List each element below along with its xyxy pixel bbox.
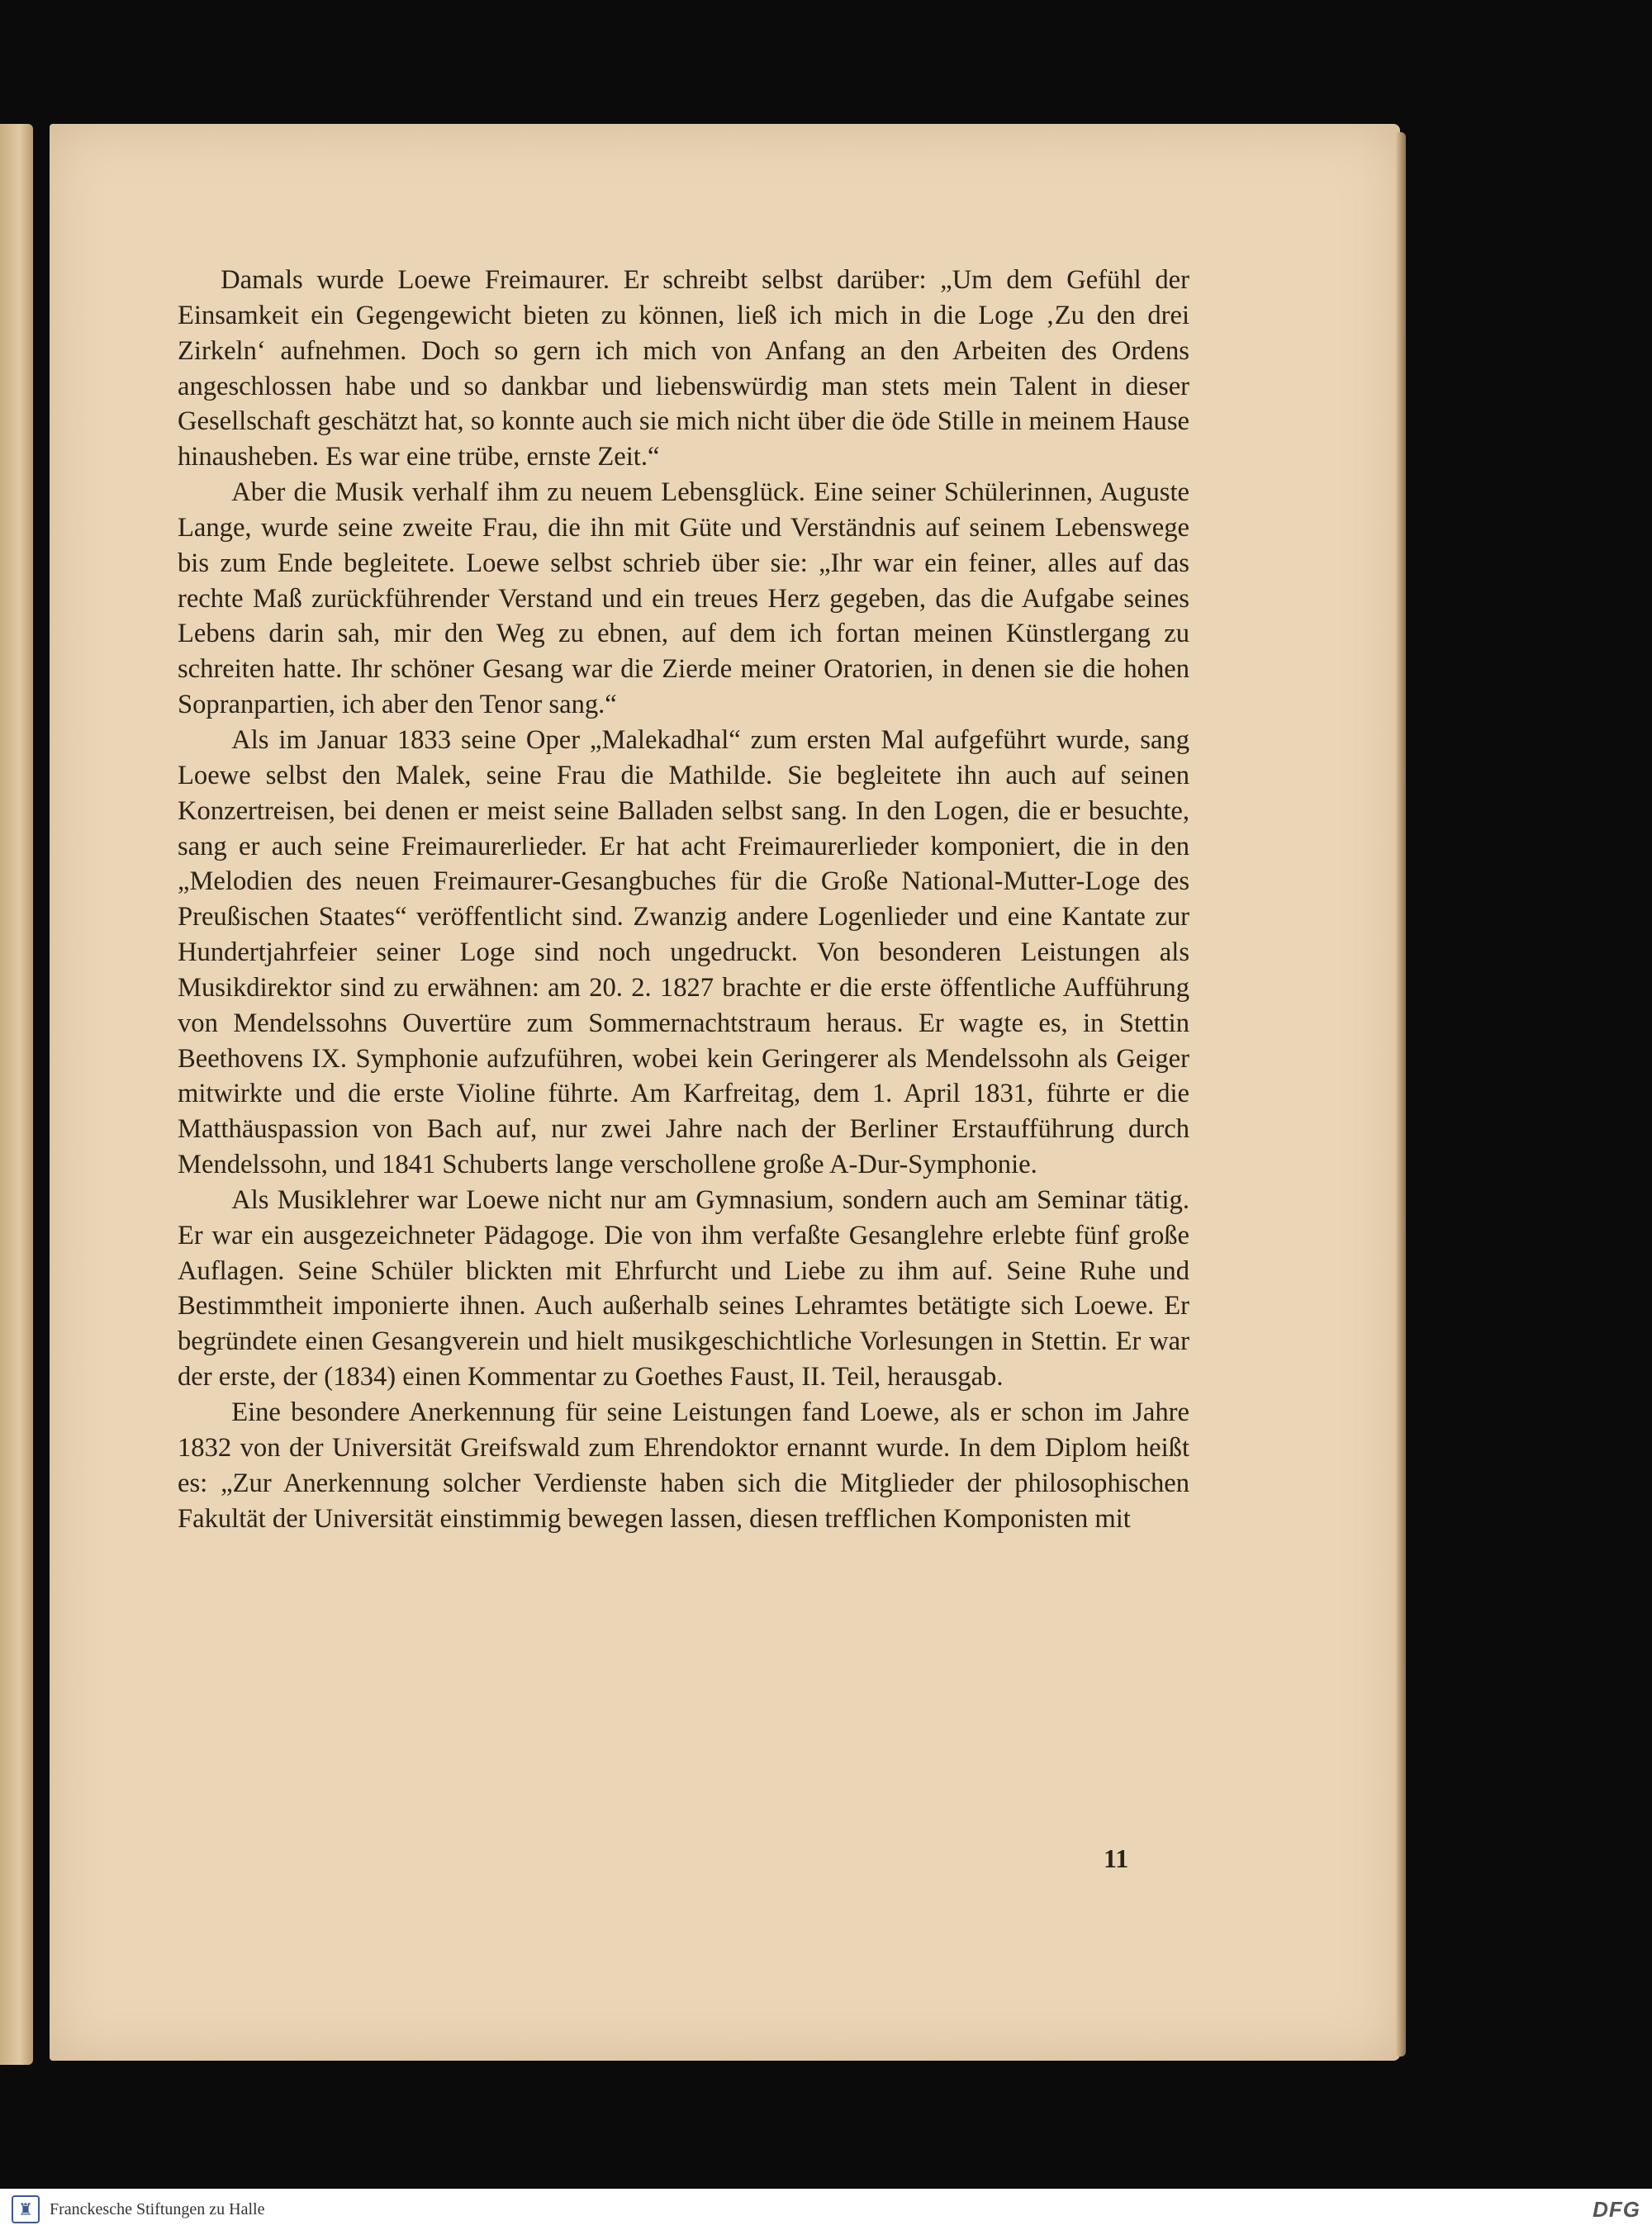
- viewer-footer: [0, 2189, 1652, 2230]
- paragraph-5: Eine besondere Anerkennung für seine Leistungen fand Loewe, als er schon im Jahre 1832 von der Universität Greifswald zum Ehrendoktor ernannt wurde. In dem Diplom heißt es: „Zur Anerkennung solcher Verdienste haben sich die Mitglieder der philosophischen Fakultät der Universität einstimmig bewegen lassen, diesen trefflichen Komponisten mit: [178, 1397, 1189, 1534]
- page-number: 11: [1104, 1843, 1129, 1873]
- page-edge-shadow: [1396, 132, 1406, 2057]
- institution-name: Franckesche Stiftungen zu Halle: [50, 2200, 265, 2218]
- dfg-logo: DFG: [1593, 2197, 1640, 2222]
- paragraph-3: Als im Januar 1833 seine Oper „Malekadhal“ zum ersten Mal aufgeführt wurde, sang Loewe selbst den Malek, seine Frau die Mathilde. Sie begleitete ihn auch auf seinen Konzertreisen, bei denen er meist seine Balladen selbst sang. In den Logen, die er besuchte, sang er auch seine Freimaurerlieder. Er hat acht Freimaurerlieder komponiert, die in den „Melodien des neuen Freimaurer-Gesangbuches für die Große National-Mutter-Loge des Preußischen Staates“ veröffentlicht sind. Zwanzig andere Logenlieder und eine Kantate zur Hundertjahrfeier seiner Loge sind noch ungedruckt. Von besonderen Leistungen als Musikdirektor sind zu erwähnen: am 20. 2. 1827 brachte er die erste öffentliche Aufführung von Mendelssohns Ouvertüre zum Sommernachtstraum heraus. Er wagte es, in Stettin Beethovens IX. Symphonie aufzuführen, wobei kein Geringerer als Mendelssohn als Geiger mitwirkte und die erste Violine führte. Am Karfreitag, dem 1. April 1831, führte er die Matthäuspassion von Bach auf, nur zwei Jahre nach der Berliner Erstaufführung durch Mendelssohn, und 1841 Schuberts lange verschollene große A-Dur-Symphonie.: [178, 724, 1189, 1180]
- institution-crest-icon: ♜: [12, 2195, 40, 2223]
- paragraph-4: Als Musiklehrer war Loewe nicht nur am Gymnasium, sondern auch am Seminar tätig. Er war ein ausgezeichneter Pädagoge. Die von ihm verfaßte Gesanglehre erlebte fünf große Auflagen. Seine Schüler blickten mit Ehrfurcht und Liebe zu ihm auf. Seine Ruhe und Bestimmtheit imponierte ihnen. Auch außerhalb seines Lehramtes betätigte sich Loewe. Er begründete einen Gesangverein und hielt musikgeschichtliche Vorlesungen in Stettin. Er war der erste, der (1834) einen Kommentar zu Goethes Faust, II. Teil, herausgab.: [178, 1184, 1189, 1393]
- page-body-text: [178, 263, 1189, 1536]
- paragraph-2: Aber die Musik verhalf ihm zu neuem Lebensglück. Eine seiner Schülerinnen, Auguste Lange, wurde seine zweite Frau, die ihn mit Güte und Verständnis auf seinem Lebenswege bis zum Ende begleitete. Loewe selbst schrieb über sie: „Ihr war ein feiner, alles auf das rechte Maß zurückführender Verstand und ein treues Herz gegeben, das die Aufgabe seines Lebens darin sah, mir den Weg zu ebnen, auf dem ich fortan meinen Künstlergang zu schreiten hatte. Ihr schöner Gesang war die Zierde meiner Oratorien, in denen sie die hohen Sopranpartien, ich aber den Tenor sang.“: [178, 477, 1189, 720]
- left-page-edge: [0, 124, 33, 2065]
- paragraph-1: Damals wurde Loewe Freimaurer. Er schreibt selbst darüber: „Um dem Gefühl der Einsamkeit ein Gegengewicht bieten zu können, ließ ich mich in die Loge ‚Zu den drei Zirkeln‘ aufnehmen. Doch so gern ich mich von Anfang an den Arbeiten des Ordens angeschlossen habe und so dankbar und liebenswürdig man stets mein Talent in dieser Gesellschaft geschätzt hat, so konnte auch sie mich nicht über die öde Stille in meinem Hause hinausheben. Es war eine trübe, ernste Zeit.“: [178, 265, 1189, 472]
